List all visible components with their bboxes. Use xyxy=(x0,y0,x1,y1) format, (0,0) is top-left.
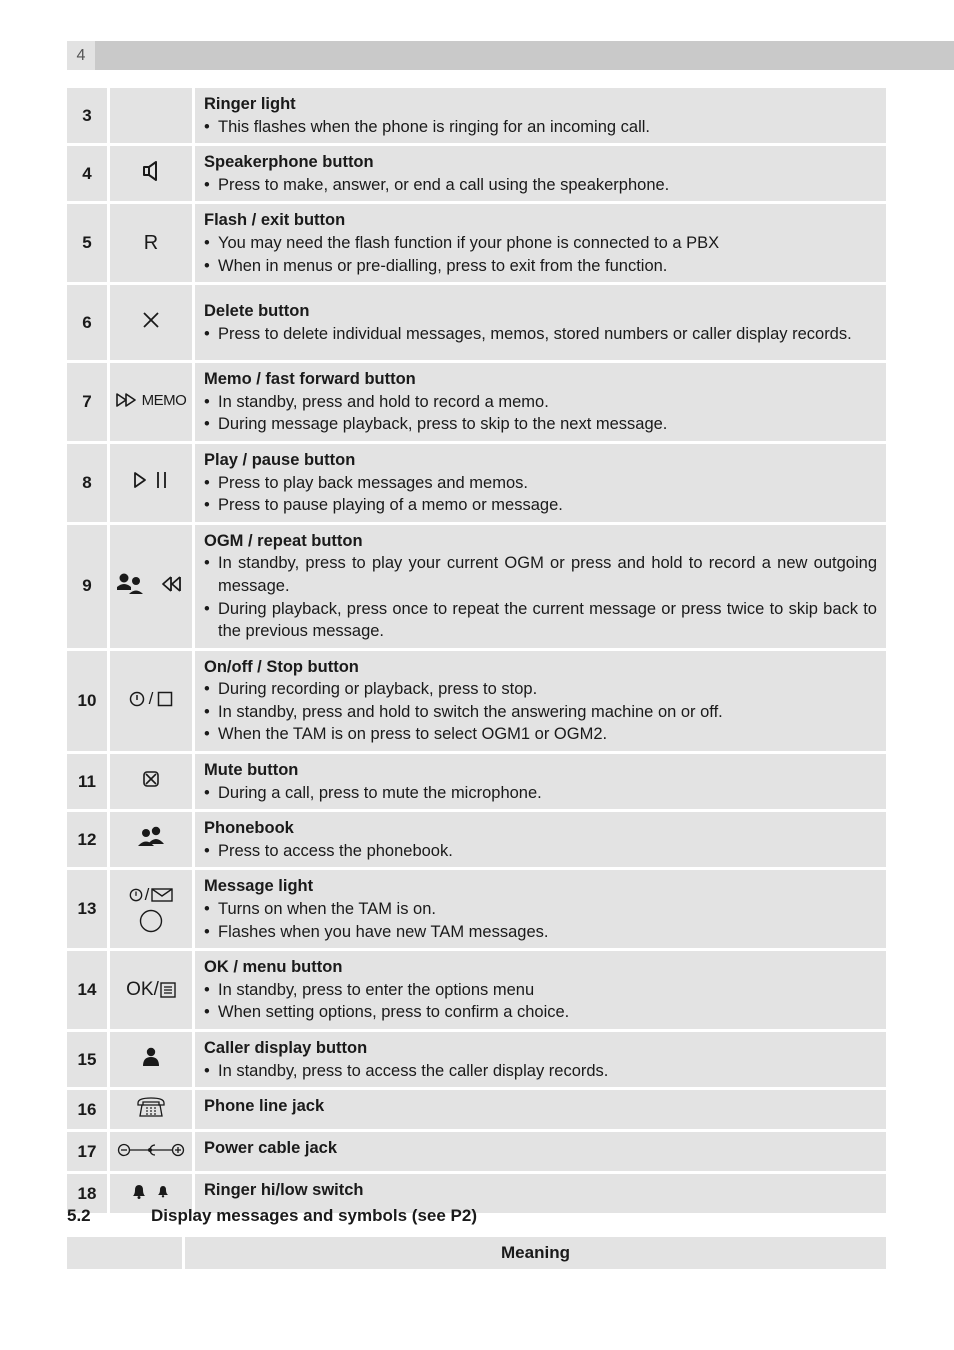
table-row xyxy=(67,870,886,951)
bullet: • Press to make, answer, or end a call using the speakerphone. xyxy=(204,174,877,197)
row-title: Ringer hi/low switch xyxy=(204,1181,364,1200)
features-table xyxy=(67,88,886,1216)
description-cell xyxy=(195,204,886,285)
table-header-cell xyxy=(67,1237,185,1269)
description-cell xyxy=(195,525,886,651)
row-number: 7 xyxy=(67,363,110,444)
table-row xyxy=(67,88,886,146)
row-title: OK / menu button xyxy=(204,958,343,977)
menu-icon xyxy=(160,982,176,998)
table-row xyxy=(67,1090,886,1132)
row-number: 6 xyxy=(67,285,110,363)
memo-label: MEMO xyxy=(141,391,187,409)
row-number: 10 xyxy=(67,651,110,754)
description-cell xyxy=(195,870,886,951)
bullet: • Press to access the phonebook. xyxy=(204,840,877,863)
description-cell xyxy=(195,1132,886,1174)
power-jack-icon xyxy=(117,1143,185,1157)
row-title: Phonebook xyxy=(204,819,294,838)
row-number: 11 xyxy=(67,754,110,812)
symbol-cell xyxy=(110,951,195,1032)
description-cell xyxy=(195,285,886,363)
table-row xyxy=(67,651,886,754)
section-title: Display messages and symbols (see P2) xyxy=(151,1206,477,1225)
description-cell xyxy=(195,951,886,1032)
slash-separator: / xyxy=(148,689,154,709)
row-number: 12 xyxy=(67,812,110,870)
row-title: Delete button xyxy=(204,302,310,321)
symbol-cell xyxy=(110,651,195,754)
description-cell xyxy=(195,754,886,812)
symbol-cell xyxy=(110,1032,195,1090)
row-number: 9 xyxy=(67,525,110,651)
envelope-icon xyxy=(151,888,173,902)
delete-x-icon xyxy=(142,311,160,329)
bullet: • Press to play back messages and memos. xyxy=(204,472,877,495)
symbol-cell xyxy=(110,363,195,444)
play-pause-icon xyxy=(132,471,170,489)
description-cell xyxy=(195,812,886,870)
bullet: • You may need the flash function if your phone is connected to a PBX xyxy=(204,232,877,255)
power-icon xyxy=(129,691,145,707)
symbol-cell xyxy=(110,812,195,870)
row-number: 14 xyxy=(67,951,110,1032)
bullet: • Flashes when you have new TAM messages. xyxy=(204,921,877,944)
bullet: • In standby, press to enter the options menu xyxy=(204,979,877,1002)
row-number: 17 xyxy=(67,1132,110,1174)
row-title: Mute button xyxy=(204,761,299,780)
symbol-cell xyxy=(110,1090,195,1132)
row-title: Flash / exit button xyxy=(204,211,346,230)
row-number: 13 xyxy=(67,870,110,951)
phonebook-icon xyxy=(136,826,166,848)
row-number: 5 xyxy=(67,204,110,285)
description-cell xyxy=(195,1032,886,1090)
description-cell xyxy=(195,363,886,444)
bullet: • When the TAM is on press to select OGM1 or OGM2. xyxy=(204,723,877,746)
symbol-cell xyxy=(110,88,195,146)
table-row xyxy=(67,754,886,812)
description-cell xyxy=(195,1090,886,1132)
description-cell xyxy=(195,88,886,146)
flash-symbol: R xyxy=(143,231,159,254)
row-number: 18 xyxy=(67,1174,110,1216)
row-number: 16 xyxy=(67,1090,110,1132)
row-title: Play / pause button xyxy=(204,450,356,469)
row-title: Message light xyxy=(204,877,314,896)
symbol-cell xyxy=(110,754,195,812)
row-title: Memo / fast forward button xyxy=(204,370,416,389)
speaker-icon xyxy=(141,160,161,182)
description-cell xyxy=(195,651,886,754)
row-number: 4 xyxy=(67,146,110,204)
row-title: On/off / Stop button xyxy=(204,657,359,676)
fast-forward-icon xyxy=(116,393,138,407)
row-title: Power cable jack xyxy=(204,1139,337,1158)
description-cell xyxy=(195,146,886,204)
bullet: • In standby, press to access the caller display records. xyxy=(204,1060,877,1083)
table-row xyxy=(67,444,886,525)
bullet: • During recording or playback, press to stop. xyxy=(204,678,877,701)
page-header-bar xyxy=(67,41,954,70)
bullet: • When in menus or pre-dialling, press to exit from the function. xyxy=(204,255,877,278)
row-title: Speakerphone button xyxy=(204,153,374,172)
caller-display-icon xyxy=(142,1047,160,1067)
symbol-cell xyxy=(110,1132,195,1174)
bullet: • During a call, press to mute the microphone. xyxy=(204,782,877,805)
table-row xyxy=(67,204,886,285)
table-row xyxy=(67,1032,886,1090)
bullet: • During playback, press once to repeat the current message or press twice to skip back to the previous message. xyxy=(204,598,877,643)
symbol-cell xyxy=(110,870,195,951)
bullet: • Press to delete individual messages, memos, stored numbers or caller display records. xyxy=(204,323,877,346)
bullet: • In standby, press to play your current OGM or press and hold to record a new outgoing message. xyxy=(204,552,877,597)
ok-label: OK/ xyxy=(126,979,159,1001)
display-messages-table xyxy=(67,1237,886,1269)
row-number: 15 xyxy=(67,1032,110,1090)
symbol-cell xyxy=(110,285,195,363)
ogm-rewind-icon xyxy=(116,572,186,596)
ringer-bells-icon xyxy=(130,1183,172,1199)
bullet: • This flashes when the phone is ringing for an incoming call. xyxy=(204,116,877,139)
row-title: OGM / repeat button xyxy=(204,531,363,550)
table-row xyxy=(67,1132,886,1174)
section-number: 5.2 xyxy=(67,1206,91,1225)
meaning-header: Meaning xyxy=(185,1237,886,1269)
table-row xyxy=(67,285,886,363)
symbol-cell xyxy=(110,444,195,525)
power-icon xyxy=(129,888,143,902)
row-number: 8 xyxy=(67,444,110,525)
description-cell xyxy=(195,444,886,525)
bullet: • When setting options, press to confirm a choice. xyxy=(204,1001,877,1024)
indicator-light-icon xyxy=(139,909,163,933)
table-row xyxy=(67,146,886,204)
mute-icon xyxy=(142,770,160,788)
bullet: • In standby, press and hold to switch the answering machine on or off. xyxy=(204,701,877,724)
stop-icon xyxy=(157,691,173,707)
row-title: Caller display button xyxy=(204,1039,368,1057)
bullet: • In standby, press and hold to record a memo. xyxy=(204,391,877,414)
slash-separator: / xyxy=(144,885,150,905)
symbol-cell xyxy=(110,204,195,285)
row-number: 3 xyxy=(67,88,110,146)
bullet: • Turns on when the TAM is on. xyxy=(204,898,877,921)
table-row xyxy=(67,525,886,651)
table-row xyxy=(67,363,886,444)
page-number: 4 xyxy=(67,41,95,70)
bullet: • During message playback, press to skip to the next message. xyxy=(204,413,877,436)
table-row xyxy=(67,812,886,870)
bullet: • Press to pause playing of a memo or message. xyxy=(204,494,877,517)
row-title: Ringer light xyxy=(204,95,296,113)
phone-jack-icon xyxy=(135,1096,167,1118)
symbol-cell xyxy=(110,525,195,651)
symbol-cell xyxy=(110,146,195,204)
table-row xyxy=(67,951,886,1032)
row-title: Phone line jack xyxy=(204,1097,325,1116)
